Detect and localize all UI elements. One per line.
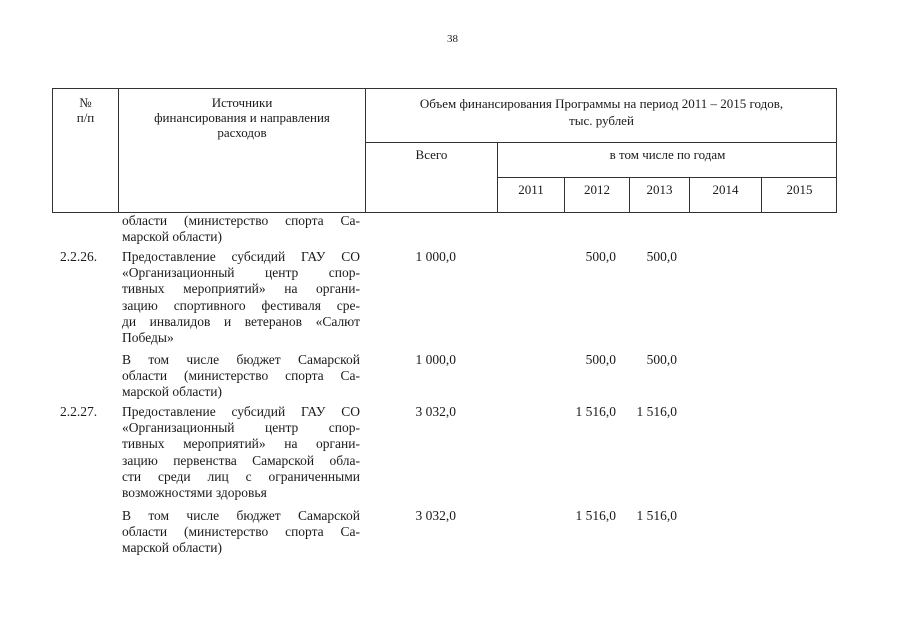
table-header (52, 88, 837, 213)
row-description (122, 213, 360, 245)
header-year-2015: 2015 (786, 182, 813, 197)
description-line: сти среди лиц с ограниченными (122, 468, 360, 484)
row-total: 3 032,0 (415, 508, 456, 523)
header-col-volume: Объем финансирования Программы на период 2011 – 2015 годов, тыс. рублей (419, 96, 784, 128)
row-value-2012: 1 516,0 (575, 508, 616, 523)
description-line: области (министерство спорта Са- (122, 524, 360, 540)
header-col-by-years: в том числе по годам (609, 147, 726, 162)
description-line: Предоставление субсидий ГАУ СО (122, 404, 360, 419)
row-description (122, 404, 360, 501)
header-year-2011: 2011 (518, 182, 544, 197)
description-line: марской области) (122, 229, 223, 245)
description-line: области (министерство спорта Са- (122, 213, 360, 228)
description-line: зацию первенства Самарской обла- (122, 452, 360, 468)
row-value-2013: 1 516,0 (636, 508, 677, 523)
row-total: 1 000,0 (415, 249, 456, 264)
description-line: тивных мероприятий» на органи- (122, 436, 360, 452)
header-col-number: № п/п (76, 95, 95, 125)
description-line: ди инвалидов и ветеранов «Салют (122, 313, 360, 329)
row-value-2013: 1 516,0 (636, 404, 677, 419)
header-year-2013: 2013 (646, 182, 673, 197)
description-line: Предоставление субсидий ГАУ СО (122, 249, 360, 264)
row-description (122, 508, 360, 557)
description-line: В том числе бюджет Самарской (122, 352, 360, 367)
description-line: В том числе бюджет Самарской (122, 508, 360, 523)
row-total: 1 000,0 (415, 352, 456, 367)
description-line: возможностями здоровья (122, 485, 267, 501)
header-divider (365, 142, 837, 143)
header-col-total: Всего (415, 147, 448, 162)
page-number: 38 (447, 33, 458, 45)
description-line: зацию спортивного фестиваля сре- (122, 297, 360, 313)
description-line: области (министерство спорта Са- (122, 368, 360, 384)
row-number: 2.2.26. (60, 249, 98, 264)
row-value-2012: 500,0 (585, 352, 616, 367)
header-divider (497, 177, 837, 178)
row-description (122, 352, 360, 401)
row-number: 2.2.27. (60, 404, 98, 419)
row-value-2013: 500,0 (646, 352, 677, 367)
header-year-2012: 2012 (584, 182, 610, 197)
description-line: «Организационный центр спор- (122, 420, 360, 436)
row-value-2012: 1 516,0 (575, 404, 616, 419)
row-description (122, 249, 360, 346)
row-value-2013: 500,0 (646, 249, 677, 264)
row-total: 3 032,0 (415, 404, 456, 419)
description-line: марской области) (122, 540, 223, 556)
description-line: тивных мероприятий» на органи- (122, 281, 360, 297)
description-line: «Организационный центр спор- (122, 265, 360, 281)
description-line: Победы» (122, 330, 174, 346)
description-line: марской области) (122, 384, 223, 400)
header-year-2014: 2014 (712, 182, 739, 197)
row-value-2012: 500,0 (585, 249, 616, 264)
header-col-source: Источники финансирования и направления расходов (154, 95, 330, 140)
